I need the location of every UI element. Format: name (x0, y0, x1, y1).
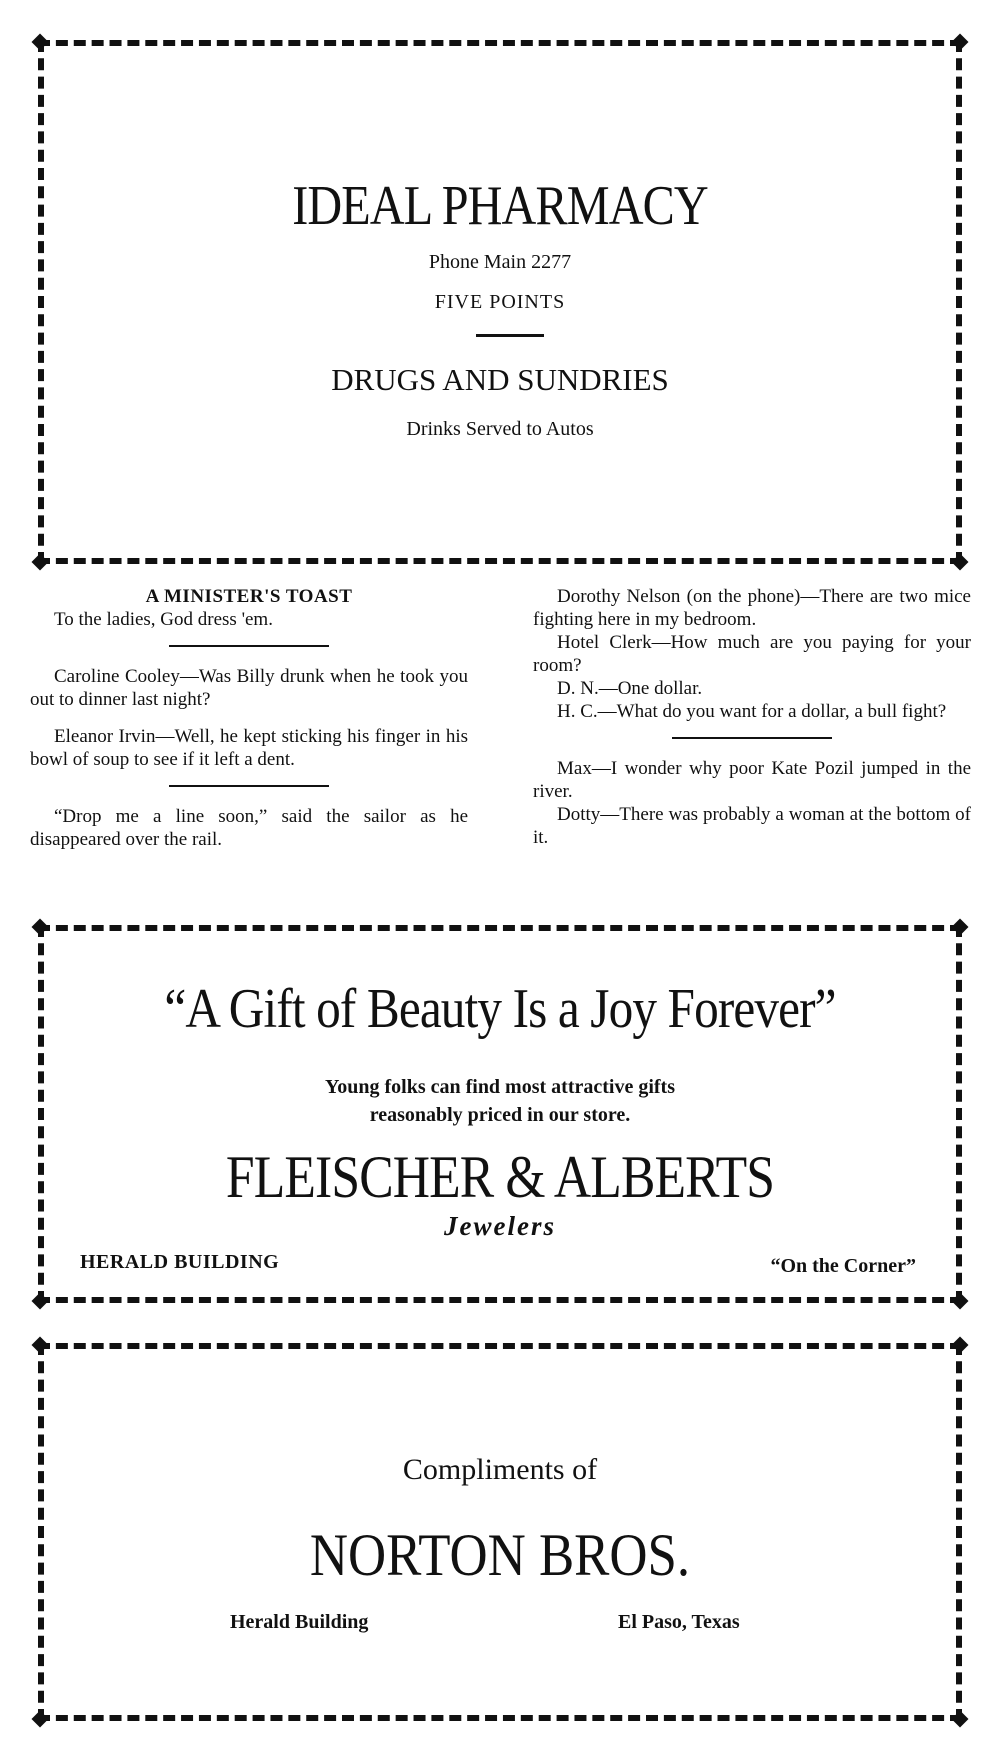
toast-text: To the ladies, God dress 'em. (54, 609, 273, 630)
ad-description (44, 1073, 956, 1129)
pharmacy-tagline: DRUGS AND SUNDRIES (331, 362, 669, 397)
jokes-right-column (533, 585, 971, 849)
joke-line: H. C.—What do you want for a dollar, a bull fight? (557, 701, 947, 722)
border-corner-ornament (952, 1711, 969, 1728)
border-corner-ornament (32, 919, 49, 936)
border-corner-ornament (952, 554, 969, 571)
border-corner-ornament (952, 1337, 969, 1354)
divider-rule (672, 737, 832, 739)
joke-line: “Drop me a line soon,” said the sailor as he disappeared over the rail. (30, 806, 468, 850)
norton-name: NORTON BROS. (309, 1522, 691, 1588)
compliments-text: Compliments of (402, 1453, 598, 1486)
ad-description-line: Young folks can find most attractive gifts (325, 1076, 675, 1098)
border-corner-ornament (32, 1293, 49, 1310)
pharmacy-phone: Phone Main 2277 (428, 251, 572, 273)
norton-bros-ad (38, 1343, 962, 1721)
norton-city: El Paso, Texas (618, 1611, 740, 1633)
divider-rule (169, 785, 329, 787)
border-corner-ornament (32, 1711, 49, 1728)
toast-title: A MINISTER'S TOAST (145, 586, 353, 607)
pharmacy-location: FIVE POINTS (434, 291, 566, 313)
ad-slogan: “A Gift of Beauty Is a Joy Forever” (164, 978, 836, 1040)
joke-line: Hotel Clerk—How much are you paying for your room? (533, 632, 971, 676)
joke-line: Max—I wonder why poor Kate Pozil jumped in the river. (533, 758, 971, 802)
border-corner-ornament (32, 554, 49, 571)
border-corner-ornament (952, 1293, 969, 1310)
pharmacy-name: IDEAL PHARMACY (292, 175, 708, 237)
norton-building: Herald Building (230, 1611, 369, 1633)
border-corner-ornament (32, 34, 49, 51)
firm-corner-note: “On the Corner” (770, 1255, 916, 1277)
joke-line: Caroline Cooley—Was Billy drunk when he took you out to dinner last night? (30, 666, 468, 710)
border-corner-ornament (952, 34, 969, 51)
firm-building: HERALD BUILDING (80, 1251, 280, 1273)
divider-rule (169, 645, 329, 647)
firm-name: FLEISCHER & ALBERTS (225, 1144, 775, 1210)
ad-description-line: reasonably priced in our store. (369, 1104, 631, 1126)
firm-trade: Jewelers (444, 1211, 556, 1241)
fleischer-alberts-ad (38, 925, 962, 1303)
divider-rule (476, 334, 544, 337)
joke-line: D. N.—One dollar. (557, 678, 703, 699)
joke-line: Dorothy Nelson (on the phone)—There are two mice fighting here in my bedroom. (533, 586, 971, 630)
jokes-left-column (30, 585, 468, 851)
border-corner-ornament (952, 919, 969, 936)
ideal-pharmacy-ad (38, 40, 962, 564)
joke-line: Eleanor Irvin—Well, he kept sticking his finger in his bowl of soup to see if it left a dent. (30, 726, 468, 770)
pharmacy-service: Drinks Served to Autos (406, 418, 594, 440)
joke-line: Dotty—There was probably a woman at the bottom of it. (533, 804, 971, 848)
border-corner-ornament (32, 1337, 49, 1354)
